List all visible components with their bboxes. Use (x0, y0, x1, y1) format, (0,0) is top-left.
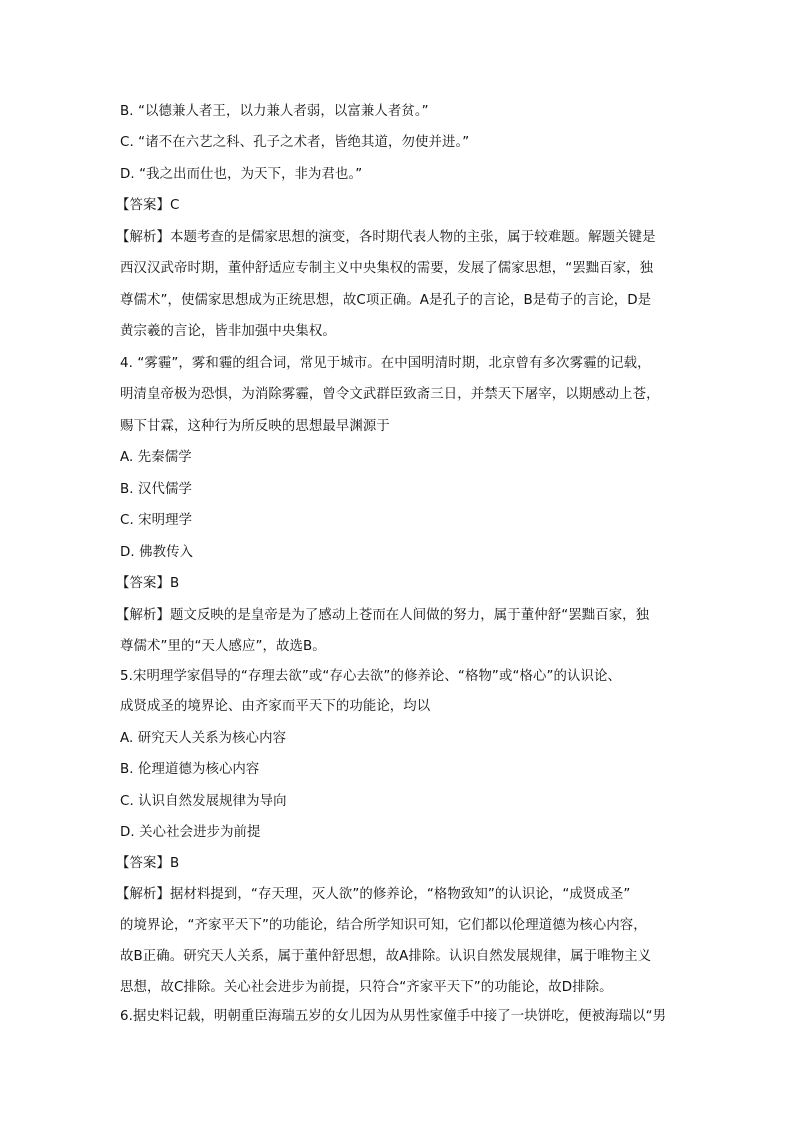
q3-analysis-line: 西汉汉武帝时期，董仲舒适应专制主义中央集权的需要，发展了儒家思想，“罢黜百家，独 (120, 261, 654, 276)
q4-option-a: A. 先秦儒学 (120, 450, 192, 465)
q4-stem-line: 赐下甘霖，这种行为所反映的思想最早渊源于 (120, 419, 390, 434)
q4-option-b: B. 汉代儒学 (120, 482, 192, 497)
q3-answer: 【答案】C (116, 198, 180, 213)
q5-analysis-line: 【解析】据材料提到，“存天理，灭人欲”的修养论，“格物致知”的认识论，“成贤成圣” (116, 887, 631, 902)
q3-analysis-line: 【解析】本题考查的是儒家思想的演变，各时期代表人物的主张，属于较难题。解题关键是 (116, 230, 656, 245)
q4-answer: 【答案】B (116, 576, 180, 591)
q3-option-b: B. “以德兼人者王，以力兼人者弱，以富兼人者贫。” (120, 104, 429, 119)
q5-option-d: D. 关心社会进步为前提 (120, 825, 261, 840)
q6-stem-line: 6.据史料记载，明朝重臣海瑞五岁的女儿因为从男性家僮手中接了一块饼吃，便被海瑞以“男 (120, 1009, 667, 1024)
q5-analysis-line: 的境界论，“齐家平天下”的功能论，结合所学知识可知，它们都以伦理道德为核心内容， (120, 918, 647, 933)
q5-analysis-line: 思想，故C排除。关心社会进步为前提，只符合“齐家平天下”的功能论，故D排除。 (120, 980, 613, 995)
q5-option-a: A. 研究天人关系为核心内容 (120, 731, 287, 746)
q3-option-d: D. “我之出而仕也，为天下，非为君也。” (120, 167, 363, 182)
q5-option-b: B. 伦理道德为核心内容 (120, 762, 260, 777)
q4-stem-line: 明清皇帝极为恐惧，为消除雾霾，曾令文武群臣致斋三日，并禁天下屠宰，以期感动上苍， (120, 387, 660, 402)
q4-stem-line: 4. “雾霾”，雾和霾的组合词，常见于城市。在中国明清时期，北京曾有多次雾霾的记载， (120, 356, 651, 371)
q4-analysis-line: 【解析】题文反映的是皇帝是为了感动上苍而在人间做的努力，属于董仲舒“罢黜百家，独 (116, 608, 650, 623)
q5-stem-line: 5.宋明理学家倡导的“存理去欲”或“存心去欲”的修养论、“格物”或“格心”的认识论、 (120, 669, 621, 684)
q5-analysis-line: 故B正确。研究天人关系，属于董仲舒思想，故A排除。认识自然发展规律，属于唯物主义 (120, 949, 652, 964)
q3-analysis-line: 尊儒术”，使儒家思想成为正统思想，故C项正确。A是孔子的言论，B是荀子的言论，D是 (120, 293, 652, 308)
q4-analysis-line: 尊儒术”里的“天人感应”，故选B。 (120, 639, 326, 654)
q4-option-c: C. 宋明理学 (120, 513, 193, 528)
q3-analysis-line: 黄宗羲的言论，皆非加强中央集权。 (120, 324, 336, 339)
q5-stem-line: 成贤成圣的境界论、由齐家而平天下的功能论，均以 (120, 699, 431, 714)
q5-option-c: C. 认识自然发展规律为导向 (120, 794, 287, 809)
q4-option-d: D. 佛教传入 (120, 545, 194, 560)
q5-answer: 【答案】B (116, 856, 180, 871)
q3-option-c: C. “诸不在六艺之科、孔子之术者，皆绝其道，勿使并进。” (120, 135, 470, 150)
